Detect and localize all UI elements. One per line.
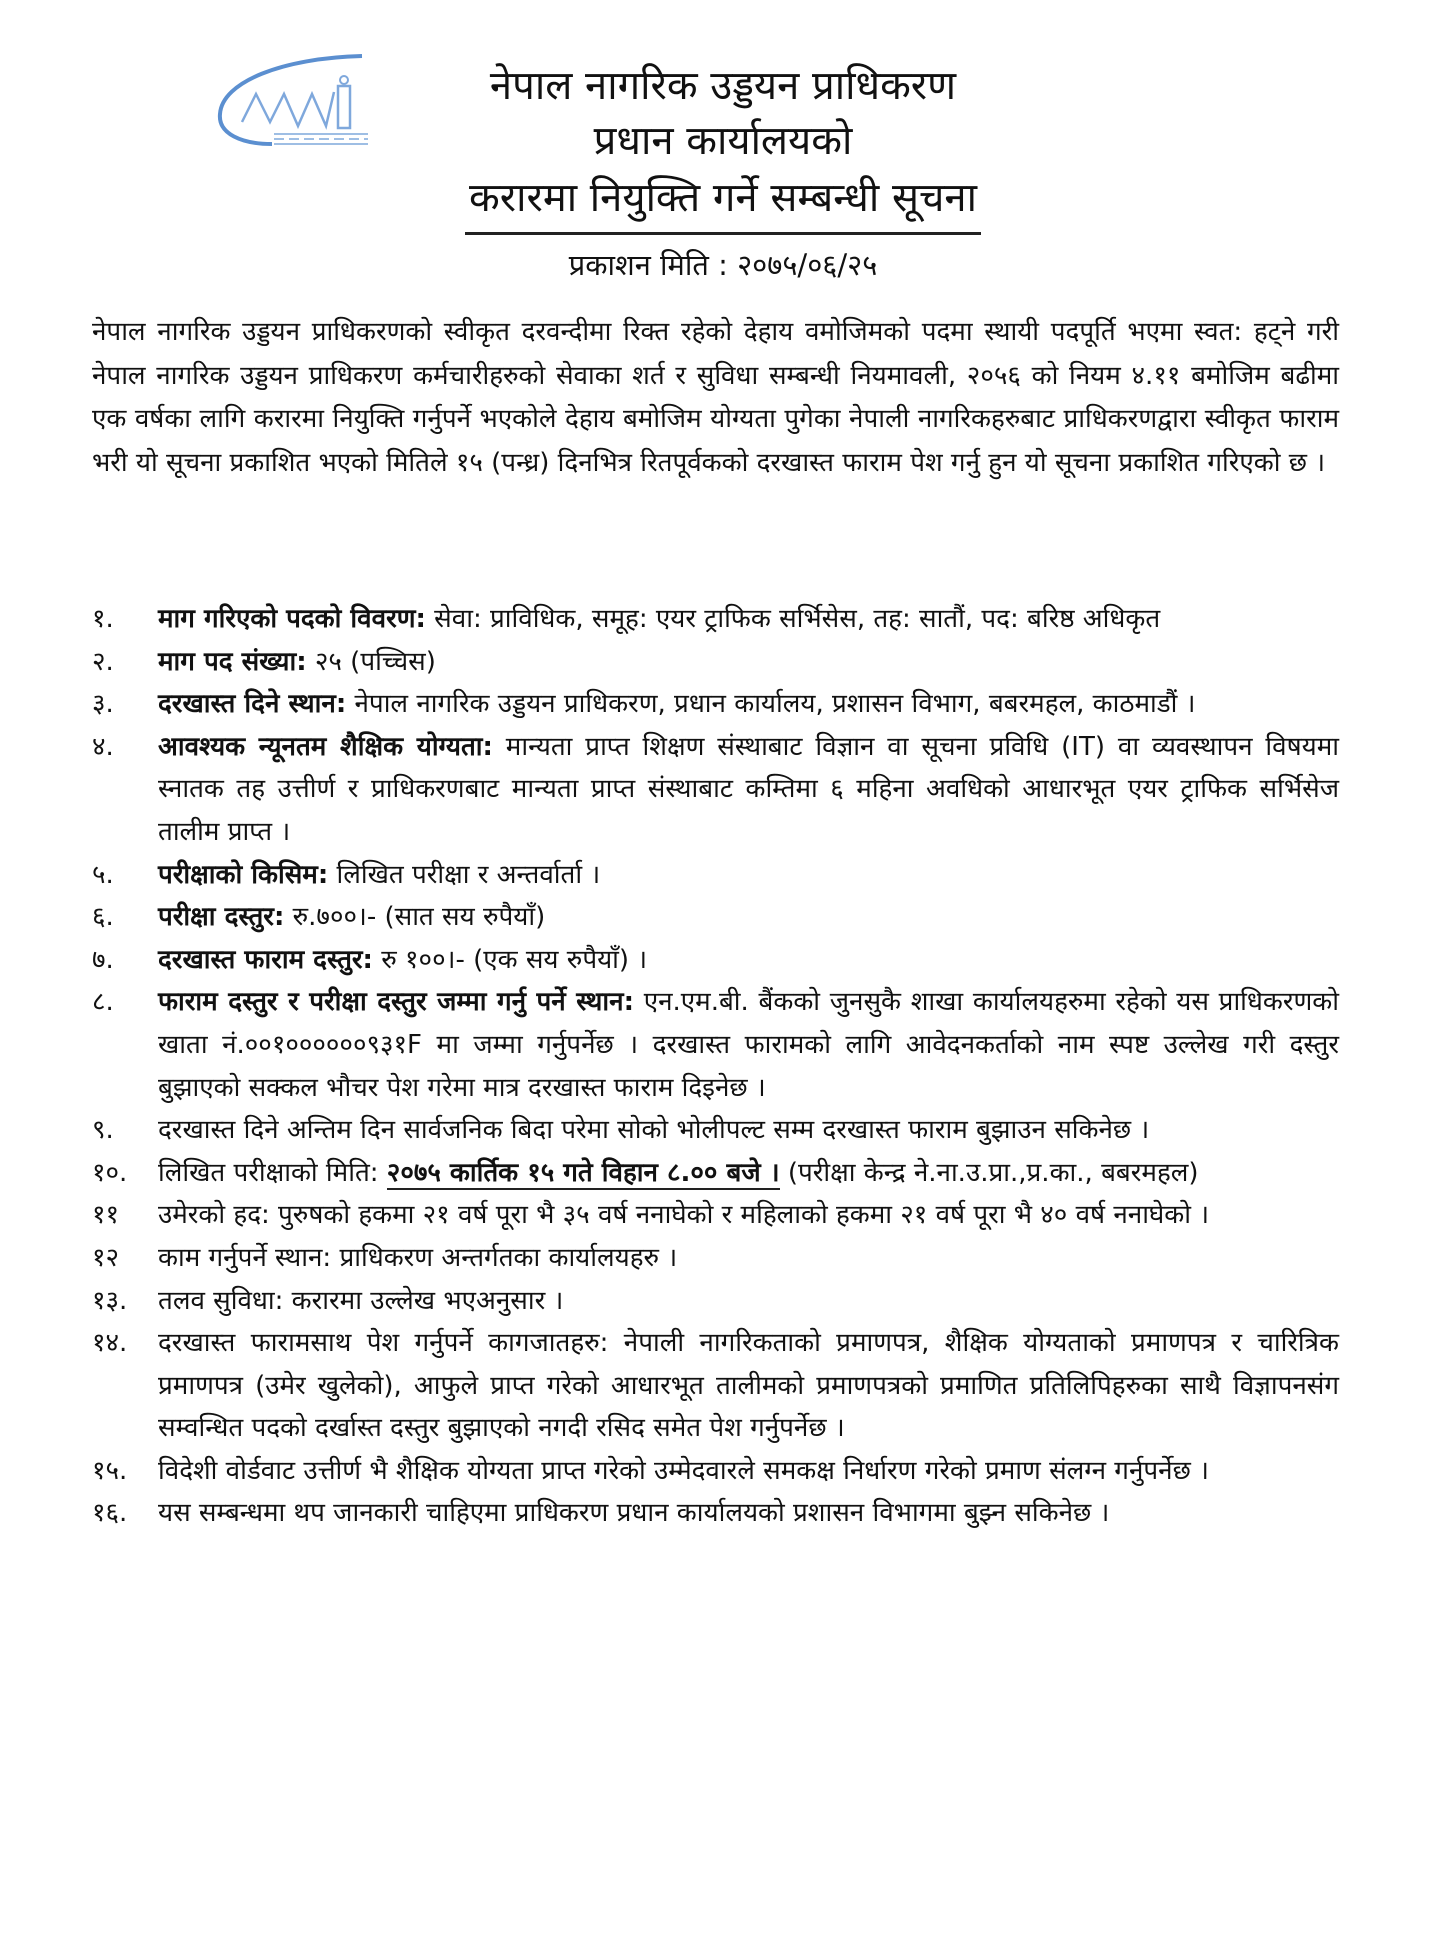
item-number: १५. — [92, 1455, 128, 1486]
item-number: ९. — [92, 1115, 114, 1146]
item-label: परीक्षाको किसिम: — [158, 859, 329, 890]
item-number: ८. — [92, 987, 114, 1018]
list-item — [92, 1237, 1339, 1280]
list-item — [92, 896, 1339, 939]
item-body: दरखास्त फारामसाथ पेश गर्नुपर्ने कागजातहरु: नेपाली नागरिकताको प्रमाणपत्र, शैक्षिक योग्यताको प्रमाणपत्र र चारित्रिक प्रमाणपत्र (उमेर खुलेको), आफुले प्राप्त गरेको आधारभूत तालीमको प्रमाणपत्रको प्रमाणित प्रतिलिपिहरुका साथै विज्ञापनसंग सम्वन्धित पदको दर्खास्त दस्तुर बुझाएको नगदी रसिद समेत पेश गर्नुपर्नेछ । — [158, 1328, 1339, 1444]
item-body: विदेशी वोर्डवाट उत्तीर्ण भै शैक्षिक योग्यता प्राप्त गरेको उम्मेदवारले समकक्ष निर्धारण गरेको प्रमाण संलग्न गर्नुपर्नेछ । — [158, 1455, 1209, 1486]
office-name: प्रधान कार्यालयको — [593, 118, 853, 164]
item-text — [158, 981, 1339, 1109]
item-label: फाराम दस्तुर र परीक्षा दस्तुर जम्मा गर्नु पर्ने स्थान: — [158, 987, 634, 1018]
item-number: १४. — [92, 1328, 128, 1359]
list-item — [92, 1152, 1339, 1195]
item-number: ७. — [92, 944, 114, 975]
item-label: परीक्षा दस्तुर: — [158, 902, 285, 933]
item-number: १२ — [92, 1242, 120, 1273]
item-number: ६. — [92, 902, 114, 933]
item-text — [158, 896, 1339, 939]
item-number: ३. — [92, 689, 114, 720]
requirements-list — [92, 598, 1339, 1535]
item-label: माग गरिएको पदको विवरण: — [158, 604, 426, 634]
notice-title — [0, 170, 1446, 235]
intro-paragraph: नेपाल नागरिक उड्डयन प्राधिकरणको स्वीकृत दरवन्दीमा रिक्त रहेको देहाय वमोजिमको पदमा स्थायी पदपूर्ति भएमा स्वत: हट्ने गरी नेपाल नागरिक उड्डयन प्राधिकरण कर्मचारीहरुको सेवाका शर्त र सुविधा सम्बन्धी नियमावली, २०५६ को नियम ४.११ बमोजिम बढीमा एक वर्षका लागि करारमा नियुक्ति गर्नुपर्ने भएकोले देहाय बमोजिम योग्यता पुगेका नेपाली नागरिकहरुबाट प्राधिकरणद्वारा स्वीकृत फाराम भरी यो सूचना प्रकाशित भएको मितिले १५ (पन्ध्र) दिनभित्र रितपूर्वकको दरखास्त फाराम पेश गर्नु हुन यो सूचना प्रकाशित गरिएको छ । — [92, 317, 1339, 478]
item-text — [158, 683, 1339, 726]
item-number: १३. — [92, 1285, 128, 1316]
item-label: आवश्यक न्यूनतम शैक्षिक योग्यता: — [158, 731, 493, 762]
item-number: ११ — [92, 1200, 120, 1231]
item-body: २५ (पच्चिस) — [306, 646, 436, 677]
item-body-after: (परीक्षा केन्द्र ने.ना.उ.प्रा.,प्र.का., बबरमहल) — [779, 1157, 1199, 1188]
item-text — [158, 641, 1339, 684]
item-body: तलव सुविधा: करारमा उल्लेख भएअनुसार । — [158, 1285, 564, 1316]
item-number: ५. — [92, 859, 114, 890]
item-text — [158, 598, 1339, 641]
item-text — [158, 1109, 1339, 1152]
item-text — [158, 1194, 1339, 1237]
item-body: लिखित परीक्षाको मिति: — [158, 1157, 387, 1188]
item-number: १. — [92, 604, 114, 634]
item-number: १६. — [92, 1498, 128, 1529]
item-body: दरखास्त दिने अन्तिम दिन सार्वजनिक बिदा परेमा सोको भोलीपल्ट सम्म दरखास्त फाराम बुझाउन सकिनेछ । — [158, 1115, 1150, 1146]
item-body: नेपाल नागरिक उड्डयन प्राधिकरण, प्रधान कार्यालय, प्रशासन विभाग, बबरमहल, काठमाडौं । — [346, 689, 1196, 720]
list-item — [92, 683, 1339, 726]
item-body: मान्यता प्राप्त शिक्षण संस्थाबाट विज्ञान वा सूचना प्रविधि (IT) वा व्यवस्थापन विषयमा स्नातक तह उत्तीर्ण र प्राधिकरणबाट मान्यता प्राप्त संस्थाबाट कम्तिमा ६ महिना अवधिको आधारभूत एयर ट्राफिक सर्भिसेज तालीम प्राप्त । — [158, 731, 1339, 847]
notice-title-text: करारमा नियुक्ति गर्ने सम्बन्धी सूचना — [465, 170, 981, 235]
publish-date: प्रकाशन मिति : २०७५/०६/२५ — [568, 248, 878, 282]
item-text — [158, 1280, 1339, 1323]
item-text — [158, 1152, 1339, 1195]
item-text — [158, 1492, 1339, 1535]
exam-date-highlight: २०७५ कार्तिक १५ गते विहान ८.०० बजे । — [386, 1157, 780, 1188]
list-item — [92, 641, 1339, 684]
item-label: माग पद संख्या: — [158, 646, 307, 677]
item-number: २. — [92, 646, 114, 677]
list-item — [92, 726, 1339, 854]
item-body: काम गर्नुपर्ने स्थान: प्राधिकरण अन्तर्गतका कार्यालयहरु । — [158, 1242, 678, 1273]
item-text — [158, 1237, 1339, 1280]
item-body: सेवा: प्राविधिक, समूह: एयर ट्राफिक सर्भिसेस, तह: सातौं, पद: बरिष्ठ अधिकृत — [425, 604, 1161, 634]
list-item — [92, 1450, 1339, 1493]
item-text — [158, 726, 1339, 854]
item-body: रु १००।- (एक सय रुपैयाँ) । — [372, 944, 648, 975]
item-body: रु.७००।- (सात सय रुपैयाँ) — [284, 902, 546, 933]
item-body: एन.एम.बी. बैंकको जुनसुकै शाखा कार्यालयहरुमा रहेको यस प्राधिकरणको खाता नं.००१००००००९३१F मा जम्मा गर्नुपर्नेछ । दरखास्त फारामको लागि आवेदनकर्ताको नाम स्पष्ट उल्लेख गरी दस्तुर बुझाएको सक्कल भौचर पेश गरेमा मात्र दरखास्त फाराम दिइनेछ । — [158, 987, 1340, 1103]
list-item — [92, 1109, 1339, 1152]
list-item — [92, 854, 1339, 897]
item-body: यस सम्बन्धमा थप जानकारी चाहिएमा प्राधिकरण प्रधान कार्यालयको प्रशासन विभागमा बुझ्न सकिनेछ । — [158, 1498, 1110, 1529]
item-text — [158, 854, 1339, 897]
list-item — [92, 1280, 1339, 1323]
list-item — [92, 1194, 1339, 1237]
item-text — [158, 939, 1339, 982]
item-text — [158, 1450, 1339, 1493]
item-number: ४. — [92, 731, 114, 762]
list-item — [92, 1322, 1339, 1450]
item-body: लिखित परीक्षा र अन्तर्वार्ता । — [328, 859, 601, 890]
item-text — [158, 1322, 1339, 1450]
item-label: दरखास्त दिने स्थान: — [158, 689, 347, 720]
org-name: नेपाल नागरिक उड्डयन प्राधिकरण — [489, 63, 957, 109]
list-item — [92, 939, 1339, 982]
list-item — [92, 1492, 1339, 1535]
item-label: दरखास्त फाराम दस्तुर: — [158, 944, 373, 975]
item-number: १०. — [92, 1157, 128, 1188]
list-item — [92, 981, 1339, 1109]
list-item — [92, 598, 1339, 641]
item-body: उमेरको हद: पुरुषको हकमा २१ वर्ष पूरा भै ३५ वर्ष ननाघेको र महिलाको हकमा २१ वर्ष पूरा भै ४० वर्ष ननाघेको । — [158, 1200, 1210, 1231]
